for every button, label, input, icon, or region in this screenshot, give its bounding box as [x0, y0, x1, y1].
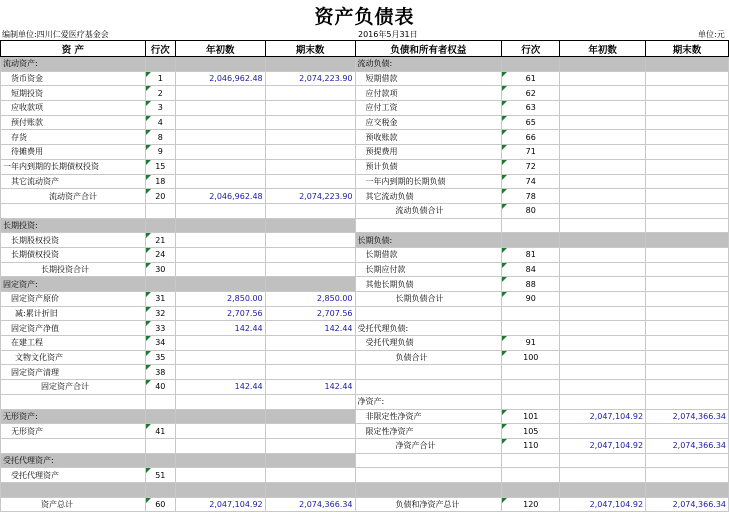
liability-line-no: 71: [502, 145, 560, 160]
asset-beginning: 2,707.56: [175, 306, 265, 321]
liability-beginning: [560, 218, 646, 233]
liability-ending: [646, 380, 729, 395]
liability-line-no: [502, 482, 560, 497]
liability-beginning: 2,047,104.92: [560, 409, 646, 424]
asset-ending: [265, 247, 355, 262]
header-ending: 期末数: [265, 41, 355, 57]
liability-beginning: [560, 292, 646, 307]
liability-beginning: [560, 336, 646, 351]
asset-label: 固定资产原价: [1, 292, 146, 307]
liability-line-no: 91: [502, 336, 560, 351]
liability-line-no: 62: [502, 86, 560, 101]
liability-beginning: [560, 189, 646, 204]
liability-line-no: [502, 233, 560, 248]
liability-beginning: [560, 71, 646, 86]
liability-beginning: [560, 174, 646, 189]
asset-line-no: 40: [145, 380, 175, 395]
asset-line-no: [145, 482, 175, 497]
table-row: [1, 350, 729, 365]
asset-label: 其它流动资产: [1, 174, 146, 189]
asset-ending: [265, 174, 355, 189]
table-row: [1, 306, 729, 321]
table-row: [1, 247, 729, 262]
liability-ending: 2,074,366.34: [646, 438, 729, 453]
table-row: [1, 277, 729, 292]
asset-beginning: [175, 159, 265, 174]
asset-beginning: [175, 233, 265, 248]
table-row: [1, 409, 729, 424]
asset-label: 长期投资合计: [1, 262, 146, 277]
header-beginning-right: 年初数: [560, 41, 646, 57]
liability-beginning: 2,047,104.92: [560, 497, 646, 512]
table-row: [1, 203, 729, 218]
asset-line-no: 41: [145, 424, 175, 439]
liability-ending: [646, 218, 729, 233]
table-row: [1, 394, 729, 409]
asset-label: 预付账款: [1, 115, 146, 130]
liability-line-no: [502, 218, 560, 233]
liability-ending: [646, 277, 729, 292]
report-title: 资产负债表: [314, 6, 415, 28]
asset-label: [1, 438, 146, 453]
asset-label: 一年内到期的长期债权投资: [1, 159, 146, 174]
liability-line-no: [502, 57, 560, 72]
liability-beginning: [560, 365, 646, 380]
liability-beginning: [560, 424, 646, 439]
asset-ending: [265, 57, 355, 72]
liability-ending: [646, 424, 729, 439]
asset-ending: 142.44: [265, 380, 355, 395]
liability-ending: [646, 350, 729, 365]
table-row: [1, 424, 729, 439]
liability-ending: [646, 145, 729, 160]
liability-beginning: 2,047,104.92: [560, 438, 646, 453]
asset-beginning: 2,850.00: [175, 292, 265, 307]
liability-label: 长期负债:: [355, 233, 502, 248]
asset-label: 流动资产:: [1, 57, 146, 72]
asset-beginning: [175, 57, 265, 72]
asset-line-no: [145, 394, 175, 409]
asset-label: 流动资产合计: [1, 189, 146, 204]
liability-line-no: [502, 365, 560, 380]
asset-beginning: [175, 409, 265, 424]
liability-line-no: 90: [502, 292, 560, 307]
liability-label: 长期应付款: [355, 262, 502, 277]
table-row: [1, 57, 729, 72]
header-assets: 资 产: [1, 41, 146, 57]
asset-ending: [265, 218, 355, 233]
asset-line-no: 35: [145, 350, 175, 365]
asset-ending: [265, 424, 355, 439]
liability-beginning: [560, 233, 646, 248]
liability-line-no: [502, 306, 560, 321]
asset-ending: [265, 365, 355, 380]
liability-beginning: [560, 453, 646, 468]
asset-line-no: 33: [145, 321, 175, 336]
asset-ending: [265, 130, 355, 145]
asset-line-no: 18: [145, 174, 175, 189]
liability-label: [355, 482, 502, 497]
liability-beginning: [560, 468, 646, 483]
asset-label: [1, 394, 146, 409]
asset-beginning: [175, 350, 265, 365]
asset-label: 固定资产:: [1, 277, 146, 292]
asset-label: 无形资产:: [1, 409, 146, 424]
table-row: [1, 380, 729, 395]
asset-beginning: [175, 453, 265, 468]
asset-beginning: 142.44: [175, 380, 265, 395]
asset-line-no: 15: [145, 159, 175, 174]
liability-line-no: 63: [502, 101, 560, 116]
asset-beginning: [175, 86, 265, 101]
asset-ending: [265, 468, 355, 483]
liability-label: 长期借款: [355, 247, 502, 262]
liability-ending: 2,074,366.34: [646, 409, 729, 424]
asset-beginning: [175, 468, 265, 483]
asset-beginning: [175, 218, 265, 233]
asset-line-no: 30: [145, 262, 175, 277]
liability-line-no: 72: [502, 159, 560, 174]
asset-ending: [265, 203, 355, 218]
table-row: [1, 130, 729, 145]
asset-beginning: [175, 394, 265, 409]
asset-ending: [265, 101, 355, 116]
liability-label: [355, 218, 502, 233]
header-beginning: 年初数: [175, 41, 265, 57]
asset-beginning: [175, 247, 265, 262]
liability-label: 净资产合计: [355, 438, 502, 453]
liability-label: [355, 306, 502, 321]
liability-beginning: [560, 57, 646, 72]
liability-label: 短期借款: [355, 71, 502, 86]
asset-line-no: 38: [145, 365, 175, 380]
liability-label: 长期负债合计: [355, 292, 502, 307]
asset-ending: [265, 453, 355, 468]
table-row: [1, 365, 729, 380]
asset-beginning: [175, 365, 265, 380]
asset-label: 长期投资:: [1, 218, 146, 233]
liability-label: [355, 380, 502, 395]
asset-line-no: 31: [145, 292, 175, 307]
asset-line-no: [145, 203, 175, 218]
asset-line-no: 20: [145, 189, 175, 204]
asset-beginning: [175, 115, 265, 130]
liability-line-no: [502, 321, 560, 336]
asset-label: 长期债权投资: [1, 247, 146, 262]
liability-beginning: [560, 145, 646, 160]
table-row: [1, 101, 729, 116]
liability-beginning: [560, 203, 646, 218]
asset-beginning: [175, 101, 265, 116]
balance-sheet-table: [0, 40, 729, 512]
unit-label: 单位:元: [698, 30, 725, 39]
liability-label: 应交税金: [355, 115, 502, 130]
liability-label: 一年内到期的长期负债: [355, 174, 502, 189]
asset-ending: [265, 115, 355, 130]
liability-label: 净资产:: [355, 394, 502, 409]
asset-beginning: [175, 130, 265, 145]
liability-ending: [646, 262, 729, 277]
table-row: [1, 292, 729, 307]
asset-line-no: 51: [145, 468, 175, 483]
asset-beginning: 2,047,104.92: [175, 497, 265, 512]
asset-label: 应收款项: [1, 101, 146, 116]
liability-ending: 2,074,366.34: [646, 497, 729, 512]
asset-ending: [265, 86, 355, 101]
asset-line-no: 8: [145, 130, 175, 145]
liability-line-no: [502, 453, 560, 468]
liability-ending: [646, 189, 729, 204]
asset-label: 受托代理资产: [1, 468, 146, 483]
liability-beginning: [560, 350, 646, 365]
asset-label: 无形资产: [1, 424, 146, 439]
asset-ending: [265, 145, 355, 160]
asset-line-no: 21: [145, 233, 175, 248]
liability-ending: [646, 159, 729, 174]
liability-ending: [646, 174, 729, 189]
asset-line-no: 24: [145, 247, 175, 262]
liability-label: 预提费用: [355, 145, 502, 160]
asset-label: 固定资产净值: [1, 321, 146, 336]
asset-ending: 2,707.56: [265, 306, 355, 321]
asset-line-no: [145, 453, 175, 468]
liability-beginning: [560, 247, 646, 262]
liability-line-no: 88: [502, 277, 560, 292]
liability-ending: [646, 306, 729, 321]
asset-label: 资产总计: [1, 497, 146, 512]
asset-line-no: 2: [145, 86, 175, 101]
liability-line-no: 61: [502, 71, 560, 86]
asset-label: 文物文化资产: [1, 350, 146, 365]
table-row: [1, 336, 729, 351]
table-row: [1, 453, 729, 468]
liability-ending: [646, 247, 729, 262]
liability-label: 流动负债合计: [355, 203, 502, 218]
liability-beginning: [560, 277, 646, 292]
asset-label: 货币资金: [1, 71, 146, 86]
table-row: [1, 145, 729, 160]
asset-ending: [265, 277, 355, 292]
liability-line-no: 100: [502, 350, 560, 365]
liability-ending: [646, 115, 729, 130]
liability-line-no: 110: [502, 438, 560, 453]
asset-line-no: 60: [145, 497, 175, 512]
asset-ending: [265, 409, 355, 424]
asset-label: 固定资产合计: [1, 380, 146, 395]
liability-ending: [646, 86, 729, 101]
liability-label: [355, 468, 502, 483]
asset-line-no: [145, 438, 175, 453]
liability-ending: [646, 57, 729, 72]
asset-label: 受托代理资产:: [1, 453, 146, 468]
table-row: [1, 497, 729, 512]
report-date: 2016年5月31日: [358, 30, 418, 39]
table-row: [1, 115, 729, 130]
asset-beginning: [175, 438, 265, 453]
asset-label: 待摊费用: [1, 145, 146, 160]
liability-label: 流动负债:: [355, 57, 502, 72]
liability-label: [355, 453, 502, 468]
header-line-no: 行次: [145, 41, 175, 57]
asset-line-no: [145, 277, 175, 292]
asset-line-no: [145, 218, 175, 233]
liability-line-no: [502, 380, 560, 395]
liability-label: 预计负债: [355, 159, 502, 174]
liability-line-no: 120: [502, 497, 560, 512]
liability-label: 负债合计: [355, 350, 502, 365]
asset-label: 长期股权投资: [1, 233, 146, 248]
asset-line-no: 32: [145, 306, 175, 321]
table-row: [1, 482, 729, 497]
asset-line-no: 1: [145, 71, 175, 86]
liability-ending: [646, 336, 729, 351]
table-row: [1, 189, 729, 204]
liability-beginning: [560, 115, 646, 130]
liability-line-no: 84: [502, 262, 560, 277]
liability-ending: [646, 321, 729, 336]
header-ending-right: 期末数: [646, 41, 729, 57]
asset-ending: 2,850.00: [265, 292, 355, 307]
liability-ending: [646, 453, 729, 468]
liability-beginning: [560, 321, 646, 336]
table-row: [1, 86, 729, 101]
liability-ending: [646, 394, 729, 409]
liability-ending: [646, 468, 729, 483]
asset-ending: [265, 233, 355, 248]
asset-ending: [265, 482, 355, 497]
asset-ending: [265, 336, 355, 351]
liability-ending: [646, 130, 729, 145]
table-row: [1, 218, 729, 233]
asset-ending: [265, 159, 355, 174]
asset-line-no: [145, 57, 175, 72]
asset-label: 固定资产清理: [1, 365, 146, 380]
liability-line-no: [502, 394, 560, 409]
header-line-no-right: 行次: [502, 41, 560, 57]
liability-label: 其他长期负债: [355, 277, 502, 292]
asset-label: 在建工程: [1, 336, 146, 351]
table-row: [1, 321, 729, 336]
asset-label: 减:累计折旧: [1, 306, 146, 321]
liability-line-no: 105: [502, 424, 560, 439]
table-row: [1, 174, 729, 189]
liability-beginning: [560, 130, 646, 145]
asset-line-no: 3: [145, 101, 175, 116]
asset-label: 存货: [1, 130, 146, 145]
liability-label: 预收账款: [355, 130, 502, 145]
liability-label: 非限定性净资产: [355, 409, 502, 424]
liability-line-no: [502, 468, 560, 483]
asset-ending: [265, 394, 355, 409]
liability-beginning: [560, 159, 646, 174]
liability-beginning: [560, 86, 646, 101]
asset-beginning: [175, 203, 265, 218]
asset-label: 短期投资: [1, 86, 146, 101]
asset-beginning: [175, 482, 265, 497]
liability-line-no: 66: [502, 130, 560, 145]
liability-label: [355, 365, 502, 380]
liability-beginning: [560, 101, 646, 116]
liability-label: 应付款项: [355, 86, 502, 101]
liability-beginning: [560, 482, 646, 497]
asset-ending: 142.44: [265, 321, 355, 336]
asset-beginning: [175, 262, 265, 277]
liability-ending: [646, 365, 729, 380]
asset-ending: [265, 262, 355, 277]
liability-beginning: [560, 394, 646, 409]
liability-line-no: 80: [502, 203, 560, 218]
liability-ending: [646, 101, 729, 116]
asset-label: [1, 482, 146, 497]
asset-line-no: 4: [145, 115, 175, 130]
liability-line-no: 81: [502, 247, 560, 262]
liability-ending: [646, 482, 729, 497]
liability-line-no: 78: [502, 189, 560, 204]
liability-label: 受托代理负债:: [355, 321, 502, 336]
table-header-row: [1, 41, 729, 57]
org-label: 编制单位:四川仁爱医疗基金会: [2, 30, 109, 39]
liability-label: 负债和净资产总计: [355, 497, 502, 512]
asset-beginning: [175, 336, 265, 351]
asset-beginning: [175, 145, 265, 160]
table-row: [1, 233, 729, 248]
liability-line-no: 101: [502, 409, 560, 424]
asset-ending: [265, 350, 355, 365]
table-row: [1, 262, 729, 277]
liability-label: 应付工资: [355, 101, 502, 116]
header-liabilities: 负债和所有者权益: [355, 41, 502, 57]
liability-ending: [646, 203, 729, 218]
asset-beginning: [175, 174, 265, 189]
liability-label: 限定性净资产: [355, 424, 502, 439]
asset-label: [1, 203, 146, 218]
asset-ending: [265, 438, 355, 453]
liability-beginning: [560, 262, 646, 277]
liability-line-no: 65: [502, 115, 560, 130]
table-row: [1, 468, 729, 483]
liability-ending: [646, 71, 729, 86]
asset-beginning: 2,046,962.48: [175, 189, 265, 204]
liability-beginning: [560, 380, 646, 395]
asset-line-no: 9: [145, 145, 175, 160]
asset-ending: 2,074,223.90: [265, 71, 355, 86]
asset-beginning: 2,046,962.48: [175, 71, 265, 86]
asset-line-no: [145, 409, 175, 424]
liability-line-no: 74: [502, 174, 560, 189]
liability-label: 其它流动负债: [355, 189, 502, 204]
asset-ending: 2,074,223.90: [265, 189, 355, 204]
asset-beginning: [175, 277, 265, 292]
table-row: [1, 159, 729, 174]
liability-ending: [646, 233, 729, 248]
asset-line-no: 34: [145, 336, 175, 351]
liability-beginning: [560, 306, 646, 321]
asset-beginning: [175, 424, 265, 439]
liability-label: 受托代理负债: [355, 336, 502, 351]
asset-beginning: 142.44: [175, 321, 265, 336]
liability-ending: [646, 292, 729, 307]
table-row: [1, 438, 729, 453]
table-row: [1, 71, 729, 86]
asset-ending: 2,074,366.34: [265, 497, 355, 512]
